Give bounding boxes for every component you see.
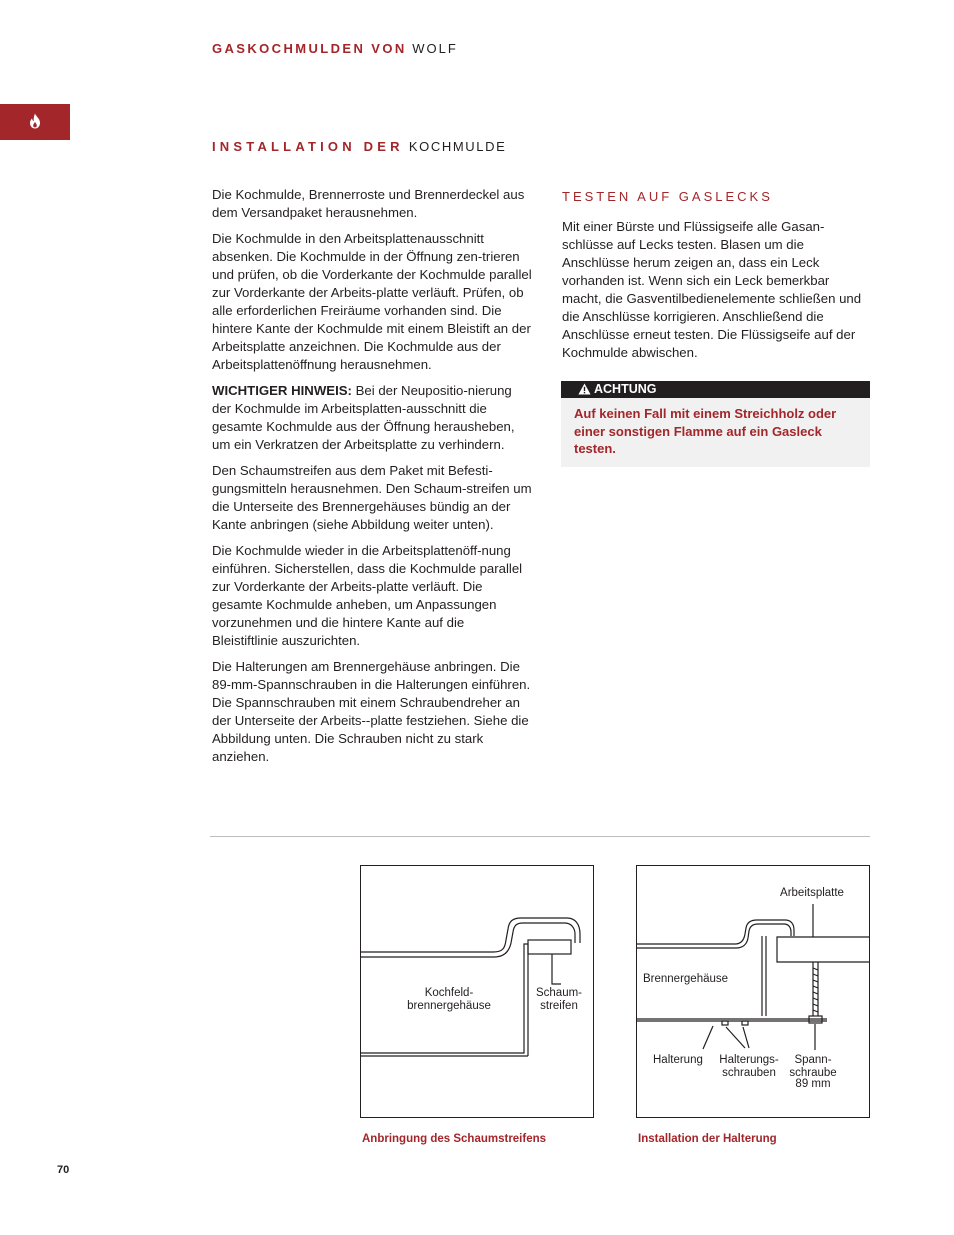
section-title-red: INSTALLATION DER (212, 139, 404, 154)
paragraph-brackets: Die Halterungen am Brennergehäuse anbringen. Die 89-mm-Spannschrauben in die Halterungen einführen. Die Spannschrauben mit einem Schraubendreher an der Unterseite der Arbeits--platte festziehen. Siehe die Abbildung unten. Die Schrauben nicht zu stark anziehen. (212, 659, 531, 764)
label-foam-strip-line2: streifen (540, 1000, 578, 1012)
label-bracket-screws-line2: schrauben (722, 1067, 776, 1079)
gas-leak-title: TESTEN AUF GASLECKS (562, 189, 773, 204)
figure-bracket (636, 865, 870, 1118)
flame-icon (28, 113, 42, 129)
warning-box (561, 381, 870, 467)
label-tension-screw (783, 1054, 843, 1091)
caption-bracket: Installation der Halterung (638, 1133, 777, 1145)
label-burner-housing (391, 987, 507, 1013)
label-burner-housing-line1: Kochfeld- (424, 987, 474, 999)
label-tension-screw-line2: schraube (789, 1067, 837, 1079)
label-burner-housing-line2: brennergehäuse (407, 1000, 491, 1012)
warning-triangle-icon (578, 383, 591, 395)
label-bracket-screws-line1: Halterungs- (719, 1054, 779, 1066)
label-bracket: Halterung (653, 1054, 703, 1066)
paragraph-foam-strip: Den Schaumstreifen aus dem Paket mit Befesti-gungsmitteln herausnehmen. Den Schaum-streifen um die Unterseite des Brennergehäuses bündig an der Kante anbringen (siehe Abbildung weiter unten). (212, 463, 532, 532)
label-foam-strip (530, 987, 588, 1013)
section-title-text: KOCHMULDE (408, 139, 507, 154)
page-number: 70 (57, 1164, 70, 1176)
left-column (212, 186, 532, 774)
label-bracket-screws (713, 1054, 785, 1080)
paragraph-important-note (212, 382, 532, 454)
paragraph-gas-leak: Mit einer Bürste und Flüssigseife alle Gasan-schlüsse auf Lecks testen. Blasen um die Anschlüsse herum zeigen an, dass ein Leck vorhanden ist. Wenn sich ein Leck bemerkbar macht, die Gasventilbedienelemente schließen und die Anschlüsse korrigieren. Anschließend die Anschlüsse erneut testen. Die Flüssigseife auf der Kochmulde abwischen. (562, 219, 862, 360)
label-burner-housing-2: Brennergehäuse (643, 973, 729, 985)
warning-header (561, 381, 870, 398)
page-header (212, 41, 458, 56)
paragraph-unpack: Die Kochmulde, Brennerroste und Brennerdeckel aus dem Versandpaket herausnehmen. (212, 187, 525, 220)
caption-foam-strip: Anbringung des Schaumstreifens (362, 1133, 547, 1145)
paragraph-lower-cooktop: Die Kochmulde in den Arbeitsplattenausschnitt absenken. Die Kochmulde in der Öffnung zen-trieren und prüfen, ob die Vorderkante der Kochmulde parallel zur Vorderkante der Arbeits-platte verläuft. Prüfen, ob alle erforderlichen Freiräume vorhanden sind. Die hintere Kante der Kochmulde mit einem Bleistift an der Arbeitsplatte anzeichnen. Die Kochmulde aus der Arbeitsplattenöffnung herausnehmen. (212, 231, 532, 372)
section-title (212, 139, 506, 154)
header-brand: WOLF (412, 41, 458, 56)
label-foam-strip-line1: Schaum- (535, 987, 583, 999)
label-countertop: Arbeitsplatte (780, 887, 844, 899)
warning-text: Auf keinen Fall mit einem Streichholz oder einer sonstigen Flamme auf ein Gasleck testen. (574, 406, 837, 456)
label-tension-screw-line3: 89 mm (795, 1078, 831, 1090)
section-tab (0, 104, 70, 140)
important-note-label: WICHTIGER HINWEIS: (212, 383, 352, 398)
right-column (562, 188, 870, 362)
section-divider (210, 836, 870, 837)
figure-foam-strip (360, 865, 594, 1118)
important-note-text: Bei der Neupositio-nierung der Kochmulde im Arbeitsplatten-ausschnitt die gesamte Kochmulde aus der Öffnung herausheben, um ein Verkratzen der Arbeitsplatte zu verhindern. (212, 383, 515, 452)
paragraph-reinsert: Die Kochmulde wieder in die Arbeitsplattenöff-nung einführen. Sicherstellen, dass die Kochmulde parallel zur Vorderkante der Arbeits-platte verläuft. Die gesamte Kochmulde anheben, um Anpassungen vorzunehmen und die hintere Kante auf die Bleistiftlinie auszurichten. (212, 543, 523, 648)
header-brand-red: GASKOCHMULDEN VON (212, 41, 407, 56)
label-tension-screw-line1: Spann- (794, 1054, 832, 1066)
warning-label: ACHTUNG (594, 382, 657, 396)
